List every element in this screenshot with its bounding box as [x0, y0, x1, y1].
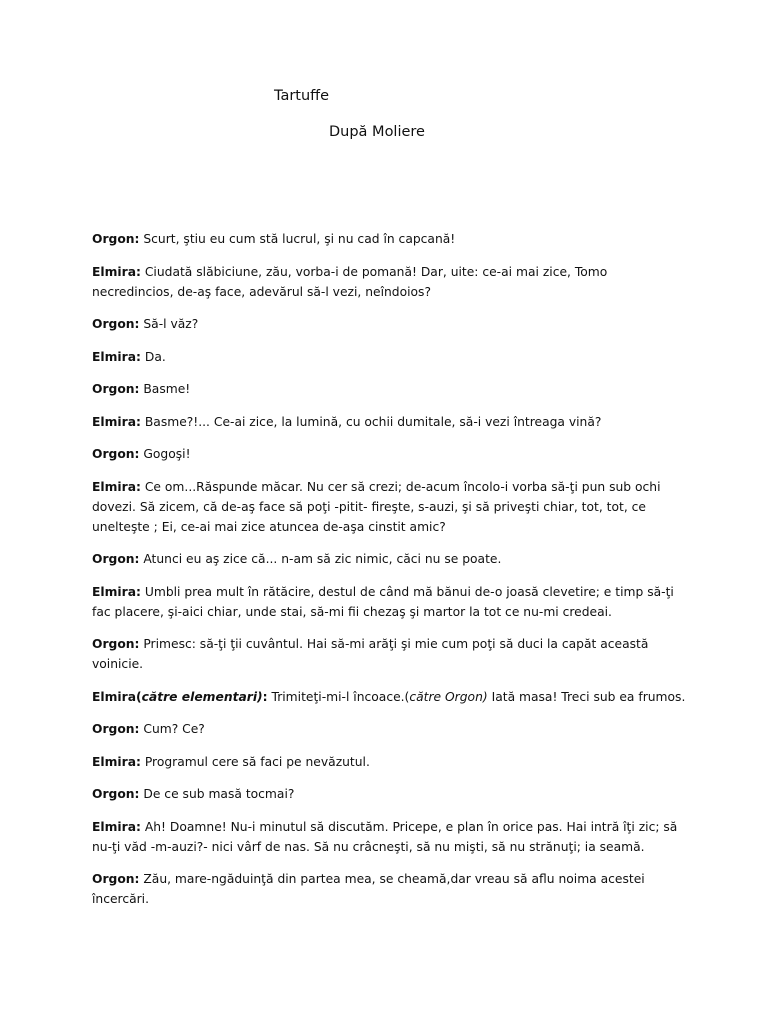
- paren-open: (: [136, 689, 142, 704]
- document-subtitle: După Moliere: [329, 124, 425, 140]
- speaker-name: Elmira:: [92, 479, 141, 494]
- dialogue-line-17: [92, 869, 692, 909]
- dialogue-line-14: [92, 752, 692, 772]
- line-text: Atunci eu aş zice că... n-am să zic nimic, căci nu se poate.: [139, 552, 502, 566]
- line-text: Da.: [140, 349, 166, 364]
- document-title: Tartuffe: [274, 88, 330, 104]
- dialogue-line-12: [92, 687, 692, 707]
- line-text: Umbli prea mult în rătăcire, destul de când mă bănui de-o joasă clevetire; e timp să-ţi fac placere, şi-aici chiar, unde stai, să-mi fii chezaş şi martor la tot ce nu-mi credeai.: [92, 584, 674, 619]
- line-text: Ce om...Răspunde măcar. Nu cer să crezi; de-acum încolo-i vorba să-ţi pun sub ochi dovezi. Să zicem, că de-aş face să poţi -pitit- fireşte, s-auzi, şi să priveşti chiar, tot, tot, ce unelteşte ; Ei, ce-ai mai zice atuncea de-aşa cinstit amic?: [92, 479, 661, 534]
- speaker-name: Orgon:: [92, 637, 140, 651]
- speaker-name: Orgon:: [92, 552, 140, 566]
- dialogue-line-15: [92, 784, 692, 804]
- stage-direction: către Orgon): [409, 689, 488, 704]
- dialogue-line-16: [92, 817, 692, 857]
- line-text: De ce sub masă tocmai?: [139, 787, 295, 801]
- line-text: Să-l văz?: [139, 317, 199, 331]
- stage-direction: către elementari): [141, 689, 263, 704]
- speaker-name: Orgon:: [92, 232, 140, 246]
- dialogue-line-6: [92, 412, 692, 432]
- line-text: Iată masa! Treci sub ea frumos.: [487, 689, 686, 704]
- speaker-name: Elmira:: [92, 414, 141, 429]
- speaker-name: Elmira:: [92, 819, 141, 834]
- speaker-name: Orgon:: [92, 317, 140, 331]
- line-text: Primesc: să-ţi ţii cuvântul. Hai să-mi arăţi şi mie cum poţi să duci la capăt această voinicie.: [92, 637, 649, 671]
- dialogue-body: [92, 229, 692, 922]
- dialogue-line-5: [92, 379, 692, 399]
- line-text: Ciudată slăbiciune, zău, vorba-i de pomană! Dar, uite: ce-ai mai zice, Tomo necredincios, de-aş face, adevărul să-l vezi, neîndoios?: [92, 264, 608, 299]
- speaker-name: Elmira: [92, 689, 137, 704]
- line-text: Programul cere să faci pe nevăzutul.: [140, 754, 370, 769]
- speaker-name: Orgon:: [92, 872, 140, 886]
- line-text: Basme!: [139, 382, 191, 396]
- dialogue-line-10: [92, 582, 692, 622]
- speaker-name: Elmira:: [92, 584, 141, 599]
- dialogue-line-13: [92, 719, 692, 739]
- line-text: Scurt, ştiu eu cum stă lucrul, şi nu cad în capcană!: [139, 232, 456, 246]
- speaker-name: Orgon:: [92, 447, 140, 461]
- line-text: Gogoşi!: [139, 447, 191, 461]
- line-text: Ah! Doamne! Nu-i minutul să discutăm. Pricepe, e plan în orice pas. Hai intră îţi zic; să nu-ţi văd -m-auzi?- nici vârf de nas. Să nu crâcneşti, să nu mişti, să nu strănuţi; ia seamă.: [92, 819, 678, 854]
- dialogue-line-2: [92, 262, 692, 302]
- speaker-name: Elmira:: [92, 349, 141, 364]
- speaker-colon: :: [262, 689, 268, 704]
- dialogue-line-8: [92, 477, 692, 537]
- dialogue-line-3: [92, 314, 692, 334]
- speaker-name: Elmira:: [92, 264, 141, 279]
- line-text: Cum? Ce?: [139, 722, 205, 736]
- dialogue-line-9: [92, 549, 692, 569]
- line-text: Zău, mare-ngăduinţă din partea mea, se cheamă,dar vreau să aflu noima acestei încercări.: [92, 872, 645, 906]
- dialogue-line-7: [92, 444, 692, 464]
- speaker-name: Elmira:: [92, 754, 141, 769]
- dialogue-line-1: [92, 229, 692, 249]
- speaker-name: Orgon:: [92, 722, 140, 736]
- line-text: Trimiteţi-mi-l încoace.(: [267, 689, 410, 704]
- dialogue-line-4: [92, 347, 692, 367]
- line-text: Basme?!... Ce-ai zice, la lumină, cu ochii dumitale, să-i vezi întreaga vină?: [140, 414, 602, 429]
- dialogue-line-11: [92, 634, 692, 674]
- speaker-name: Orgon:: [92, 382, 140, 396]
- speaker-name: Orgon:: [92, 787, 140, 801]
